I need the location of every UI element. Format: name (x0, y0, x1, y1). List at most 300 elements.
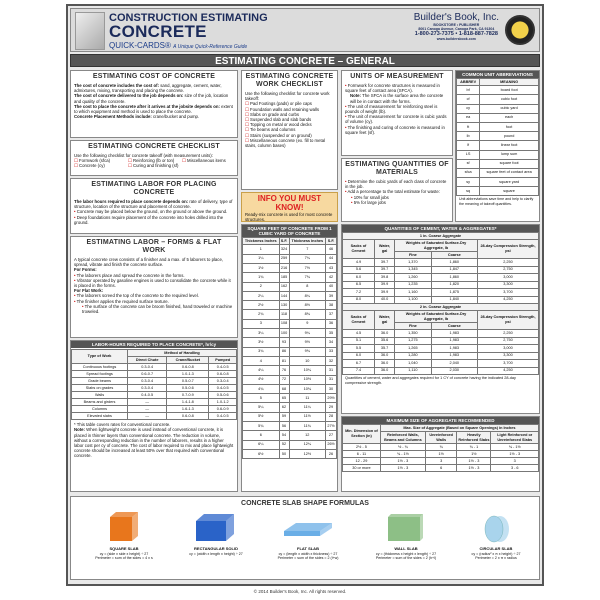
table-row (343, 259, 539, 267)
table-cell: 1,160 (395, 289, 432, 297)
checklist-item[interactable]: ☐ Foundation walls and retaining walls (245, 107, 334, 112)
col-header: Pumped (209, 357, 237, 364)
table-cell: 6¼ (243, 440, 280, 449)
table-row (457, 95, 539, 104)
checklist-item[interactable]: ☐ Curing and finishing (sf) (128, 163, 180, 168)
table-row (457, 122, 539, 131)
table-cell: square yard (480, 178, 539, 187)
table-row (72, 385, 237, 392)
table-cell: 1¾ (243, 273, 280, 282)
slab-volume-formula: cy = (length x width x thickness) ÷ 27 (278, 551, 338, 556)
table-row (457, 141, 539, 150)
col-header: S.F. (326, 238, 337, 245)
table-row (72, 378, 237, 385)
note-bold: Note: (350, 93, 361, 99)
table-cell: 1,983 (431, 330, 477, 338)
cost-p3 (74, 104, 234, 114)
table-cell: 1½ - 3 (457, 458, 491, 465)
labor-forms-section (70, 236, 238, 338)
table-cell: 86 (279, 347, 289, 356)
table-cell: 1,847 (431, 266, 477, 274)
checklist-item[interactable]: ☐ Slabs on grade and curbs (245, 112, 334, 117)
table-cell: cubic yard (480, 104, 539, 113)
table-row (243, 347, 337, 356)
labor-placing-bold: The labor hours required to place concrete depends on: (74, 199, 189, 204)
table-cell: 7 (289, 245, 326, 254)
bullet: • The laborers screed the top of the concrete to the required level. (74, 293, 234, 298)
bullet: • The unit of measurement for concrete is cubic yards of volume (cy). (345, 114, 449, 124)
table-cell: 38 (326, 301, 337, 310)
table-cell: 40 (326, 282, 337, 291)
table-cell: 65 (279, 394, 289, 403)
table-cell: ¾ - 1 (457, 444, 491, 451)
table-cell: 0.3-0.4 (128, 364, 167, 371)
table-cell: 68 (279, 384, 289, 393)
col-header: Weights of Saturated Surface-Dry Aggregate, lb (395, 311, 478, 323)
table-row (343, 274, 539, 282)
table-cell: 1½ (425, 451, 456, 458)
table-cell: lb (457, 132, 480, 141)
table-cell: 43 (326, 264, 337, 273)
table-cell: 4,250 (477, 296, 538, 304)
slab-formula (361, 511, 451, 561)
table-cell: 27½ (326, 422, 337, 431)
checklist-item[interactable]: ☐ Stairs (suspended or on ground) (245, 133, 334, 138)
table-cell: 3¾ (243, 347, 280, 356)
col-header: Coarse (431, 252, 477, 259)
table-cell: 6.0 (343, 352, 375, 360)
header (70, 8, 540, 52)
labor-hours-section (70, 340, 238, 492)
table-cell: 2,250 (477, 259, 538, 267)
table-row (457, 104, 539, 113)
units-title: UNITS OF MEASUREMENT (350, 73, 444, 80)
table-row (343, 289, 539, 297)
table-cell: 27 (326, 431, 337, 440)
checklist-item[interactable]: ☐ Concrete (cy) (74, 163, 126, 168)
table-cell: 1,370 (395, 259, 432, 267)
table-cell: 1,280 (395, 352, 432, 360)
slab-volume-formula: cy = (width x length x height) ÷ 27 (189, 551, 243, 556)
col-header: ABBREV (457, 79, 480, 86)
phones: 1-800-273-7375 • 1-818-887-7828 (414, 31, 498, 37)
table-cell: 7.4 (343, 367, 375, 375)
website[interactable]: www.buildersbook.com (436, 37, 476, 41)
slab-formulas-section (70, 496, 540, 580)
table-row (457, 168, 539, 177)
table-cell: 1,265 (395, 345, 432, 353)
col-header: Heavily Reinforced Slabs (458, 432, 490, 442)
table-cell: 11¾ (289, 422, 326, 431)
info-title: INFO YOU MUST KNOW! (257, 194, 322, 212)
col-header: MEANING (480, 79, 539, 86)
labor-hours-notes (71, 421, 237, 459)
abbrev-table (456, 78, 539, 196)
table-cell: 26 (326, 449, 337, 458)
table-cell: square feet of contact area (480, 168, 539, 177)
table-cell: 1,275 (395, 337, 432, 345)
checklist-section (70, 140, 238, 176)
table-row (343, 281, 539, 289)
checklist-item[interactable]: ☐ Miscellaneous concrete (ex. fill to metal stairs, column bases) (245, 138, 334, 148)
table-cell: 32 (326, 356, 337, 365)
table-cell: 0.4-0.5 (209, 364, 237, 371)
table-row (343, 352, 539, 360)
table-cell: 3,700 (477, 360, 538, 368)
table-cell: 12¼ (289, 440, 326, 449)
table-cell: LS (457, 150, 480, 159)
section-header: 2 in. Coarse Aggregate (343, 304, 539, 311)
table-cell: 4½ (243, 375, 280, 384)
slab-volume-formula: cy = (side x side x height) ÷ 27 (99, 551, 149, 556)
table-row (243, 449, 337, 458)
table-row (343, 444, 539, 451)
table-cell: 4 (243, 356, 280, 365)
checklist-item[interactable]: ☐ Tie beams and columns (245, 127, 334, 132)
cost-p2-text: size of the job, location and quality of the concrete. (74, 93, 229, 104)
table-cell: 1,100 (395, 296, 432, 304)
labor-hours-table (71, 349, 237, 420)
table-row (457, 187, 539, 196)
table-cell: Continuous footings (72, 364, 128, 371)
table-cell: board foot (480, 86, 539, 95)
table-row (243, 422, 337, 431)
table-cell: 29½ (326, 394, 337, 403)
table-cell: 9¾ (289, 347, 326, 356)
table-row (457, 132, 539, 141)
cost-p1-text: sand, aggregate, cement, water, admixtures, mixing, transporting and placing the concrete. (74, 83, 222, 94)
sqft-section (241, 224, 338, 492)
table-cell: 72 (279, 375, 289, 384)
col-header: Thickness Inches (243, 238, 280, 245)
table-row (72, 392, 237, 399)
square-slab-icon (96, 511, 152, 545)
table-cell: square (480, 187, 539, 196)
table-cell: 11 (289, 394, 326, 403)
col-header: Weights of Saturated Surface-Dry Aggregate, lb (395, 240, 478, 252)
table-cell: 26½ (326, 440, 337, 449)
note-text: When lightweight concrete is used instead of conventional concrete, it is placed in thinner layers than conventional concrete. The reduction in volume, without a corresponding reduction in the number of laborers, results in a higher labor cost per cy of concrete. The cost of labor required to mix and place lightweight concrete should be increased at least 50% over that required with conventional concrete. (74, 427, 234, 459)
table-cell: 1½ - 3 (380, 465, 425, 472)
note-text: The SFCA is the surface area the concrete will be in contact with the forms. (350, 93, 444, 104)
col-group: Max. Size of Aggregate (Based on Square Openings) in Inches (380, 425, 538, 432)
table-row (343, 330, 539, 338)
work-checklist-intro: Use the following checklist for concrete work takeoff: (245, 91, 330, 102)
table-row (243, 245, 337, 254)
table-cell: — (128, 399, 167, 406)
table-cell: cf (457, 95, 480, 104)
table-cell: 1 (243, 245, 280, 254)
table-cell: 1,345 (395, 266, 432, 274)
table-row (343, 367, 539, 375)
bullet: • Formwork for concrete structures is measured in square feet of contact area (SFCA). (345, 83, 449, 93)
cwa-section (341, 224, 540, 414)
table-cell: 3 (491, 458, 539, 465)
table-row (243, 319, 337, 328)
table-cell: 54 (279, 431, 289, 440)
abbrev-title: COMMON UNIT ABBREVIATIONS (456, 71, 539, 78)
col-header: 28-day Compression Strength, psi (477, 311, 538, 330)
table-cell: linear foot (480, 141, 539, 150)
table-row (243, 403, 337, 412)
table-row (243, 384, 337, 393)
table-row (243, 301, 337, 310)
table-cell: 39.9 (374, 289, 394, 297)
checklist-intro: Use the following checklist for concrete takeoff (with measurement units): (74, 153, 213, 158)
table-cell: 1.0-1.2 (209, 399, 237, 406)
table-cell: 9¼ (289, 329, 326, 338)
work-checklist-title: ESTIMATING CONCRETE WORK CHECKLIST (245, 73, 334, 88)
table-cell: sf (457, 159, 480, 168)
col-header: Crane/Bucket (167, 357, 209, 364)
cwa-note: Quantities of cement, water and aggregates required for 1 CY of concrete having the indicated 28-day compressive strength. (345, 376, 516, 385)
table-cell: Walls (72, 392, 128, 399)
table-cell: 1½ (457, 451, 491, 458)
table-cell: 1,260 (395, 274, 432, 282)
table-cell: 3¼ (243, 329, 280, 338)
table-row (243, 394, 337, 403)
table-cell: ft (457, 122, 480, 131)
address: 8001 Canoga Avenue, Canoga Park, CA 91304 (418, 27, 495, 31)
publisher-block (414, 12, 499, 41)
col-header: Fine (395, 252, 432, 259)
col-group: Method of Handling (128, 350, 237, 357)
publisher-seal-icon (505, 15, 535, 45)
table-cell: ½ - ¾ (380, 444, 425, 451)
table-cell: 31 (326, 375, 337, 384)
table-cell: 5.6 (343, 266, 375, 274)
table-cell: 6.7 (343, 360, 375, 368)
col-type: Type of Work (72, 350, 128, 364)
slab-name: CIRCULAR SLAB (479, 546, 513, 551)
cost-p1 (74, 83, 234, 93)
table-cell: 46 (326, 245, 337, 254)
table-cell: 42 (326, 273, 337, 282)
table-cell: 39.8 (374, 274, 394, 282)
table-cell: 11½ (289, 412, 326, 421)
table-cell: 0.3-0.4 (128, 378, 167, 385)
table-cell: 36.0 (374, 330, 394, 338)
checklist-item[interactable]: ☐ Topping on metal or wood decks (245, 122, 334, 127)
forms-bullets (74, 273, 234, 289)
slab-formula (263, 511, 353, 561)
col-header: 28-day Compression Strength, psi (477, 240, 538, 259)
bullet: • The laborers place and spread the concrete in the forms. (74, 273, 234, 278)
table-cell: 4¼ (243, 366, 280, 375)
brand: QUICK-CARDS® (109, 41, 171, 50)
table-cell: 5.5 (343, 345, 375, 353)
table-cell: 56 (279, 422, 289, 431)
table-row (457, 86, 539, 95)
cost-p2 (74, 93, 234, 103)
table-cell: Beams and girders (72, 399, 128, 406)
table-cell: 6½ (243, 449, 280, 458)
table-row (343, 345, 539, 353)
table-cell: 3 (425, 458, 456, 465)
labor-placing-title: ESTIMATING LABOR FOR PLACING CONCRETE (91, 181, 217, 196)
labor-hours-title: LABOR-HOURS REQUIRED TO PLACE CONCRETE*, hr/cy (71, 341, 237, 348)
checklist-item[interactable]: ☐ Pad Footings (pads) or pile caps (245, 101, 334, 106)
table-row (243, 375, 337, 384)
table-cell: 39.7 (374, 266, 394, 274)
table-cell: 4.5 (343, 330, 375, 338)
table-cell: 1,040 (395, 360, 432, 368)
table-cell: ¾ (425, 444, 456, 451)
slab-perimeter-formula: Perimeter = sum of the sides = 2 (l+w) (277, 556, 339, 561)
table-cell: 6 (243, 431, 280, 440)
table-cell: 3,300 (477, 352, 538, 360)
table-cell: 3 (243, 319, 280, 328)
checklist-title: ESTIMATING CONCRETE CHECKLIST (88, 143, 220, 150)
quantities-est-section (341, 158, 453, 222)
table-cell: 1,350 (395, 330, 432, 338)
bullet: • Concrete may be placed below the ground, on the ground or above the ground. (74, 209, 234, 214)
bullet: • 5% for large jobs (345, 200, 449, 205)
table-cell: 30 or more (343, 465, 381, 472)
table-cell: 40.0 (374, 296, 394, 304)
table-cell: 2,040 (431, 360, 477, 368)
table-cell: 100 (279, 329, 289, 338)
table-cell: 10½ (289, 375, 326, 384)
table-cell: 33 (326, 347, 337, 356)
table-row (243, 310, 337, 319)
table-row (343, 337, 539, 345)
table-cell: 2,030 (431, 367, 477, 375)
slab-volume-formula: cy = (thickness x height x length) ÷ 27 (375, 551, 437, 556)
table-cell: 10 (289, 356, 326, 365)
table-cell: 1,983 (431, 345, 477, 353)
table-row (457, 113, 539, 122)
table-cell: 93 (279, 338, 289, 347)
table-row (243, 282, 337, 291)
table-row (243, 254, 337, 263)
col-header: Thickness Inches (289, 238, 326, 245)
forms-label: For Forms: (74, 267, 97, 273)
bullet: • 10% for small jobs (345, 195, 449, 200)
table-cell: 36.0 (374, 360, 394, 368)
table-cell: 1,820 (431, 281, 477, 289)
table-cell: 11¼ (289, 403, 326, 412)
table-cell: 29 (326, 403, 337, 412)
col-header: Direct Chute (128, 357, 167, 364)
table-cell: 35.6 (374, 337, 394, 345)
checklist-item[interactable]: ☐ Suspended slab and slab bands (245, 117, 334, 122)
checklist-item[interactable]: ☐ Formwork (sfca) (74, 158, 126, 163)
table-cell: 6.5 (343, 281, 375, 289)
table-cell: 1¼ (243, 254, 280, 263)
table-cell: 36.0 (374, 367, 394, 375)
table-cell: 216 (279, 264, 289, 273)
table-cell: 0.4-0.5 (209, 413, 237, 420)
table-cell: 2 (243, 282, 280, 291)
slab-perimeter-formula: Perimeter = sum of the sides = 4 x s (95, 556, 153, 561)
table-row (72, 406, 237, 413)
table-cell: 9½ (289, 338, 326, 347)
table-row (243, 431, 337, 440)
table-row (343, 465, 539, 472)
col-header: Sacks of Cement (343, 311, 375, 330)
maxagg-section (341, 416, 540, 492)
table-cell: Grade beams (72, 378, 128, 385)
table-cell: 1,840 (431, 296, 477, 304)
table-cell: 3,300 (477, 281, 538, 289)
table-cell: 2½ - 5 (343, 444, 381, 451)
title-line2: CONCRETE (109, 22, 207, 41)
table-cell: 36 (326, 319, 337, 328)
quantities-est-bullets (345, 179, 449, 205)
quantities-est-title: ESTIMATING QUANTITIES OF MATERIALS (345, 161, 449, 176)
bullet: • The finishing and curing of concrete is measured in square feet (sf). (345, 125, 449, 135)
table-cell: 3 - 6 (491, 465, 539, 472)
table-row (343, 296, 539, 304)
publisher-name: Builder's Book, Inc. (413, 12, 499, 23)
table-cell: 1.4-1.8 (167, 399, 209, 406)
cwa-table (342, 232, 539, 375)
table-cell: 8¾ (289, 310, 326, 319)
table-cell: 0.7-0.9 (167, 392, 209, 399)
table-cell: each (480, 113, 539, 122)
table-cell: 1½ - 3 (491, 451, 539, 458)
table-cell: 130 (279, 301, 289, 310)
quick-card (66, 4, 544, 586)
table-cell: 76 (279, 366, 289, 375)
table-cell: 162 (279, 282, 289, 291)
wall-slab-icon (378, 511, 434, 545)
bullet: Ready-mix concrete is used for most concrete structures. (245, 212, 333, 223)
table-cell: 3,700 (477, 289, 538, 297)
table-cell: 1,983 (431, 352, 477, 360)
col-header: S.F. (280, 238, 288, 243)
table-cell: 2½ (243, 301, 280, 310)
table-cell: 5½ (243, 412, 280, 421)
table-cell: 2,250 (477, 330, 538, 338)
table-cell: ¾ - 1½ (380, 451, 425, 458)
table-cell: 0.5-0.7 (167, 378, 209, 385)
table-cell: 0.3-0.4 (128, 385, 167, 392)
table-row (343, 360, 539, 368)
section-header: 1 in. Coarse Aggregate (343, 233, 539, 240)
table-cell: Slabs on grades (72, 385, 128, 392)
table-cell: 12 (289, 431, 326, 440)
table-cell: 52 (279, 440, 289, 449)
table-cell: lump sum (480, 150, 539, 159)
table-cell: cy (457, 104, 480, 113)
table-cell: 6.0 (343, 274, 375, 282)
table-cell: — (128, 413, 167, 420)
slab-formulas-title: CONCRETE SLAB SHAPE FORMULAS (241, 500, 369, 507)
table-cell: sy (457, 178, 480, 187)
flat-bullets (74, 293, 234, 314)
table-cell: bf (457, 86, 480, 95)
table-row (72, 413, 237, 420)
labor-placing-text: rate of delivery, type of structure, location of the structure and placement of concrete. (74, 199, 233, 210)
flat-label: For Flat Work: (74, 288, 104, 294)
table-row (72, 364, 237, 371)
col-header: Water, gal (374, 311, 394, 330)
labor-placing-bullets (74, 209, 234, 225)
cost-p3-bold: The cost to place the concrete after it arrives at the jobsite depends on: (74, 103, 220, 109)
table-cell: 59 (279, 412, 289, 421)
table-cell: sq (457, 187, 480, 196)
sqft-table (242, 237, 337, 459)
checklist-item[interactable]: ☐ Miscellaneous items (182, 158, 234, 163)
checklist-item[interactable]: ☐ Reinforcing (lb or ton) (128, 158, 180, 163)
cost-p1-bold: The cost of concrete includes the cost of: (74, 83, 159, 88)
table-cell: 31 (326, 366, 337, 375)
table-cell: square foot (480, 159, 539, 168)
table-cell: 108 (279, 319, 289, 328)
table-cell: 35 (326, 329, 337, 338)
